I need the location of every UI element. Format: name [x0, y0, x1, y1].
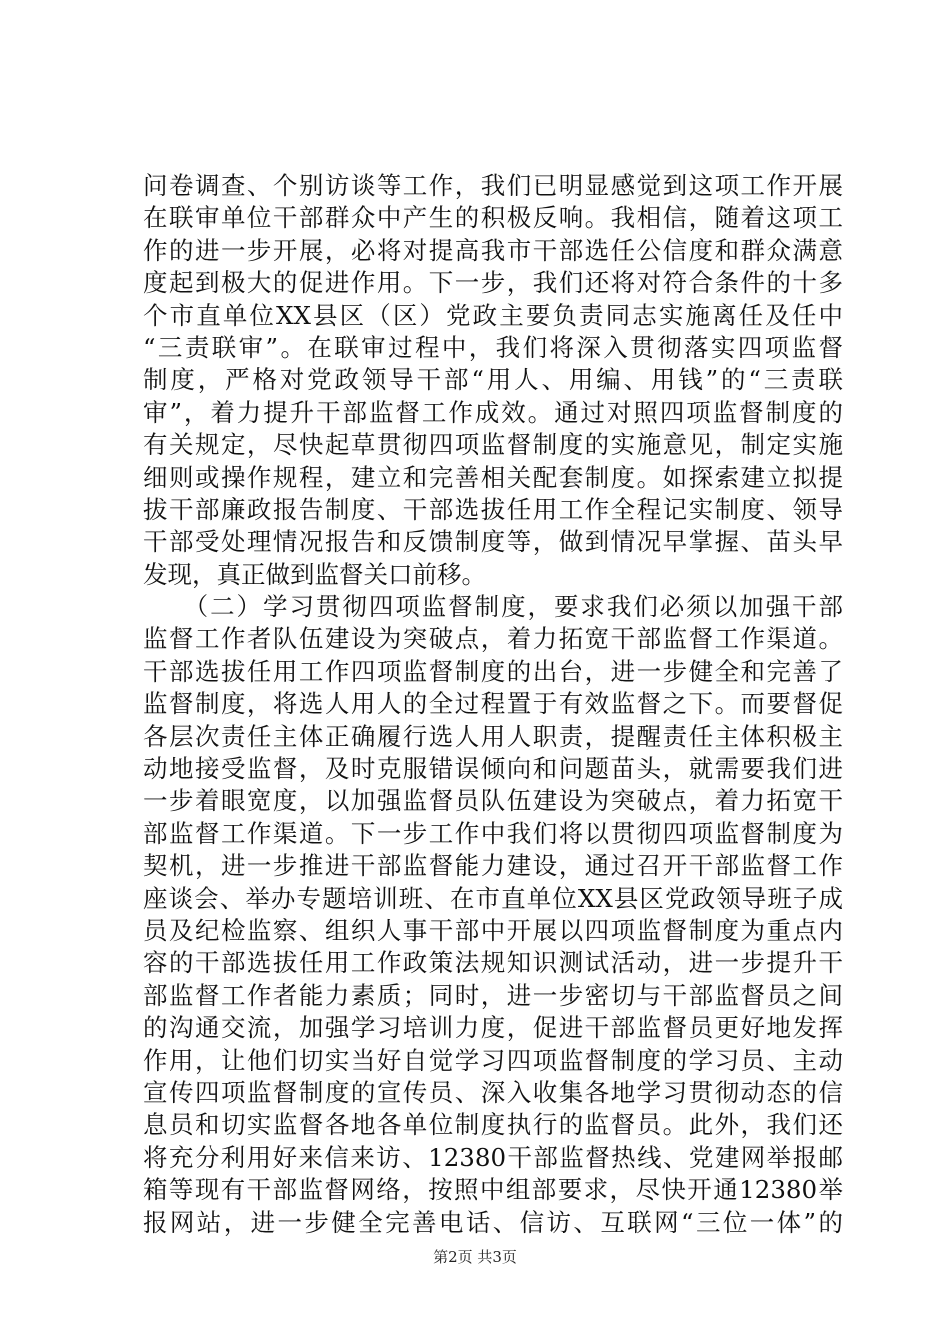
page-footer: 第2页 共3页: [433, 1248, 517, 1266]
text-line: 宣传四项监督制度的宣传员、深入收集各地学习贯彻动态的信: [143, 1077, 843, 1107]
text-line: 员及纪检监察、组织人事干部中开展以四项监督制度为重点内: [143, 915, 843, 945]
text-line: 作的进一步开展，必将对提高我市干部选任公信度和群众满意: [143, 235, 843, 265]
text-line: 息员和切实监督各地各单位制度执行的监督员。此外，我们还: [143, 1110, 843, 1140]
text-line: 审”，着力提升干部监督工作成效。通过对照四项监督制度的: [143, 397, 843, 427]
text-line: 个市直单位XX县区（区）党政主要负责同志实施离任及任中: [143, 300, 843, 330]
text-line: 箱等现有干部监督网络，按照中组部要求，尽快开通12380举: [143, 1175, 843, 1205]
text-line: 报网站，进一步健全完善电话、信访、互联网“三位一体”的: [143, 1207, 843, 1237]
text-line: 问卷调查、个别访谈等工作，我们已明显感觉到这项工作开展: [143, 171, 843, 200]
text-line: 将充分利用好来信来访、12380干部监督热线、党建网举报邮: [143, 1142, 843, 1172]
text-line: 干部选拔任用工作四项监督制度的出台，进一步健全和完善了: [143, 656, 843, 686]
text-line: 各层次责任主体正确履行选人用人职责，提醒责任主体积极主: [143, 721, 843, 751]
text-line: （二）学习贯彻四项监督制度，要求我们必须以加强干部: [143, 592, 843, 622]
text-line: 容的干部选拔任用工作政策法规知识测试活动，进一步提升干: [143, 948, 843, 978]
text-line: 监督工作者队伍建设为突破点，着力拓宽干部监督工作渠道。: [143, 624, 843, 654]
text-line: 部监督工作渠道。下一步工作中我们将以贯彻四项监督制度为: [143, 818, 843, 848]
body-text: [143, 170, 843, 1239]
text-line: 制度，严格对党政领导干部“用人、用编、用钱”的“三责联: [143, 365, 843, 395]
text-line: 动地接受监督，及时克服错误倾向和问题苗头，就需要我们进: [143, 754, 843, 784]
text-line: 发现，真正做到监督关口前移。: [143, 559, 486, 589]
text-line: 监督制度，将选人用人的全过程置于有效监督之下。而要督促: [143, 689, 843, 719]
text-line: 作用，让他们切实当好自觉学习四项监督制度的学习员、主动: [143, 1045, 843, 1075]
text-line: 度起到极大的促进作用。下一步，我们还将对符合条件的十多: [143, 268, 843, 298]
text-line: 契机，进一步推进干部监督能力建设，通过召开干部监督工作: [143, 851, 843, 881]
text-line: “三责联审”。在联审过程中，我们将深入贯彻落实四项监督: [143, 332, 843, 362]
text-line: 一步着眼宽度，以加强监督员队伍建设为突破点，着力拓宽干: [143, 786, 843, 816]
text-line: 的沟通交流，加强学习培训力度，促进干部监督员更好地发挥: [143, 1013, 843, 1043]
text-line: 细则或操作规程，建立和完善相关配套制度。如探索建立拟提: [143, 462, 843, 492]
text-line: 部监督工作者能力素质；同时，进一步密切与干部监督员之间: [143, 980, 843, 1010]
text-line: 座谈会、举办专题培训班、在市直单位XX县区党政领导班子成: [143, 883, 843, 913]
text-line: 有关规定，尽快起草贯彻四项监督制度的实施意见，制定实施: [143, 430, 843, 460]
text-line: 干部受处理情况报告和反馈制度等，做到情况早掌握、苗头早: [143, 527, 843, 557]
text-line: 在联审单位干部群众中产生的积极反响。我相信，随着这项工: [143, 203, 843, 233]
text-line: 拔干部廉政报告制度、干部选拔任用工作全程记实制度、领导: [143, 494, 843, 524]
